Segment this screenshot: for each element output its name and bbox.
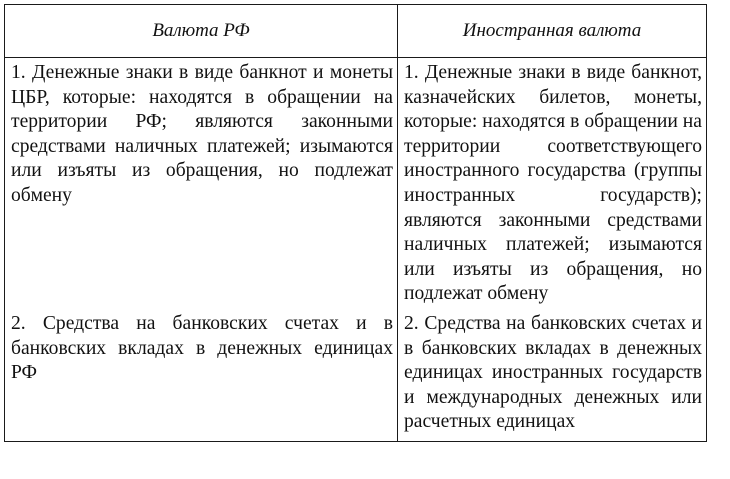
rf-cash-text: 1. Денежные знаки в виде банкнот и монеты ЦБР, которые: находятся в обращении на территории РФ; являются законными средствами наличных платежей; изымаются или изъяты из обращения, но подлежат обмену	[11, 62, 393, 206]
foreign-accounts-text: 2. Средства на банковских счетах и в банковских вкладах в денежных единицах иностранных государств и международных денежных или расчетных единицах	[404, 312, 702, 433]
rf-accounts-cell	[5, 309, 398, 441]
rf-accounts-text: 2. Средства на банковских счетах и в банковских вкладах в денежных единицах РФ	[11, 312, 393, 384]
foreign-accounts-cell	[398, 309, 707, 441]
foreign-cash-text: 1. Денежные знаки в виде банкнот, казначейских билетов, монеты, которые: находятся в обращении на территории соответствующего иностранного государства (группы иностранных государств); являются законными средствами наличных платежей; изымаются или изъяты из обращения, но подлежат обмену	[404, 62, 702, 305]
header-foreign-currency: Иностранная валюта	[398, 5, 707, 58]
table-row	[5, 58, 707, 309]
header-row	[5, 5, 707, 58]
header-rf-currency: Валюта РФ	[5, 5, 398, 58]
rf-cash-cell	[5, 58, 398, 309]
table-row	[5, 309, 707, 441]
foreign-cash-cell	[398, 58, 707, 309]
currency-comparison-table	[4, 4, 707, 442]
